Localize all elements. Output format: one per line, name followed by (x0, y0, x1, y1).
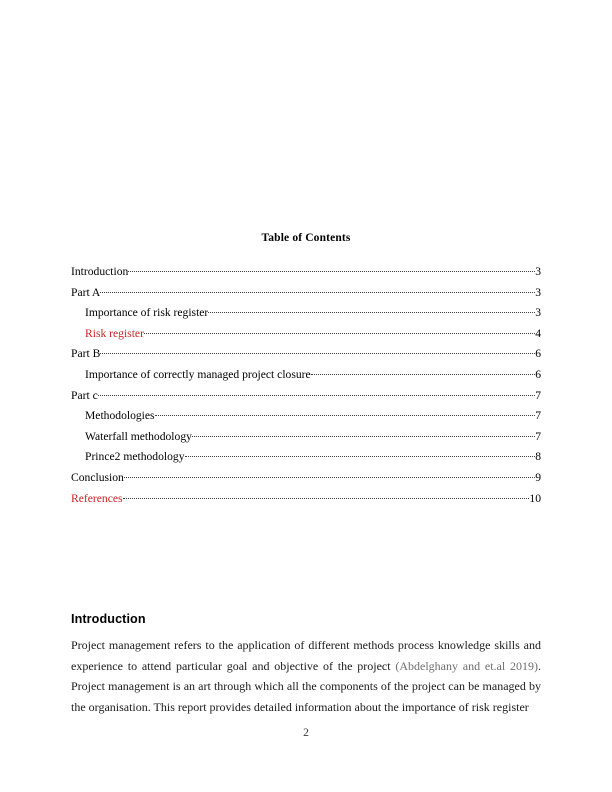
toc-dot-leader (100, 285, 535, 296)
toc-dot-leader (192, 429, 535, 440)
toc-dot-leader (144, 326, 535, 337)
toc-entry-label: Part A (71, 285, 101, 299)
toc-dot-leader (185, 449, 536, 460)
toc-entry-page: 10 (529, 491, 541, 505)
toc-entry-label: Importance of correctly managed project closure (85, 367, 311, 381)
toc-entry-list (71, 262, 541, 509)
toc-entry-label: Conclusion (71, 470, 124, 484)
toc-entry-label: References (71, 491, 123, 505)
toc-entry-label: Importance of risk register (85, 306, 209, 320)
toc-dot-leader (128, 264, 535, 275)
toc-entry-references[interactable] (71, 489, 541, 510)
toc-entry-importance-of-correctly-managed-project-closure[interactable] (71, 365, 541, 386)
toc-entry-introduction[interactable] (71, 262, 541, 283)
toc-entry-label: Risk register (85, 326, 144, 340)
toc-entry-risk-register[interactable] (71, 324, 541, 345)
toc-dot-leader (155, 408, 536, 419)
toc-entry-page: 3 (535, 285, 541, 299)
toc-dot-leader (123, 491, 530, 502)
page-number: 2 (303, 727, 309, 739)
toc-entry-page: 6 (535, 367, 541, 381)
toc-entry-prince2-methodology[interactable] (71, 447, 541, 468)
table-of-contents (71, 232, 541, 509)
toc-dot-leader (124, 470, 535, 481)
paragraph-text-after-citation: . Project management is an art through which all the components of the project can be managed by the organisation. This report provides detailed information about the importance of risk register (71, 658, 541, 714)
toc-dot-leader (208, 305, 535, 316)
toc-dot-leader (98, 388, 535, 399)
toc-entry-page: 3 (535, 265, 541, 278)
inline-citation: (Abdelghany and et.al 2019) (395, 658, 538, 673)
toc-dot-leader (100, 346, 535, 357)
toc-entry-page: 8 (535, 450, 541, 464)
toc-entry-page: 7 (535, 409, 541, 423)
toc-entry-label: Methodologies (85, 409, 155, 423)
toc-entry-waterfall-methodology[interactable] (71, 427, 541, 448)
toc-entry-methodologies[interactable] (71, 406, 541, 427)
toc-dot-leader (311, 367, 536, 378)
toc-entry-page: 4 (535, 326, 541, 340)
toc-entry-page: 7 (535, 388, 541, 402)
section-heading-introduction: Introduction (71, 612, 146, 626)
toc-entry-label: Introduction (71, 265, 129, 278)
toc-entry-part-a[interactable] (71, 283, 541, 304)
paragraph-text-before-citation: Project management refers to the application of different methods process knowledge skills and experience to attend particular goal and objective of the project (71, 638, 541, 673)
toc-entry-page: 9 (535, 470, 541, 484)
toc-entry-page: 7 (535, 429, 541, 443)
introduction-section (71, 612, 541, 717)
toc-entry-importance-of-risk-register[interactable] (71, 303, 541, 324)
toc-entry-label: Waterfall methodology (85, 429, 192, 443)
toc-entry-page: 3 (535, 306, 541, 320)
toc-entry-conclusion[interactable] (71, 468, 541, 489)
toc-entry-label: Prince2 methodology (85, 450, 185, 464)
toc-entry-page: 6 (535, 347, 541, 361)
toc-entry-label: Part c (71, 388, 98, 402)
introduction-paragraph (71, 635, 541, 717)
toc-heading: Table of Contents (261, 232, 351, 244)
toc-entry-label: Part B (71, 347, 101, 361)
toc-entry-part-c[interactable] (71, 386, 541, 407)
toc-entry-part-b[interactable] (71, 344, 541, 365)
